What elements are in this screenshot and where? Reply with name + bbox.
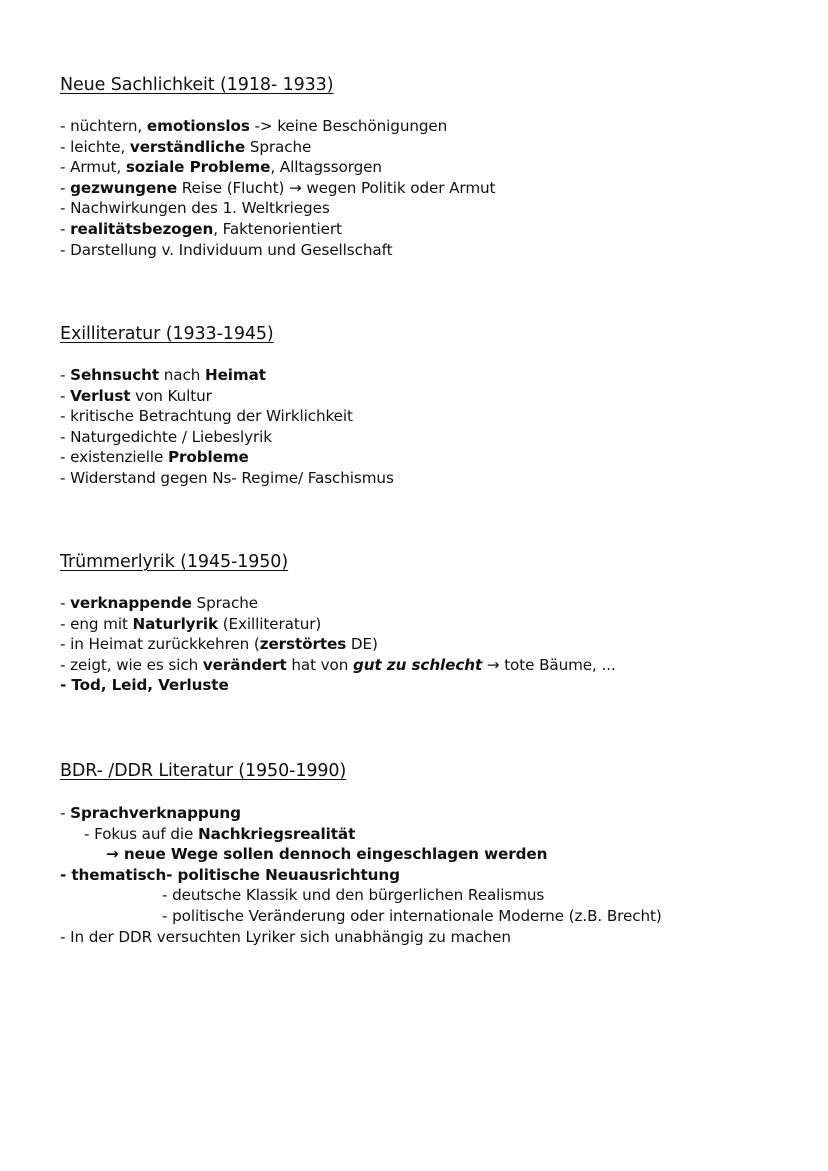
list-item: [60, 844, 780, 865]
bold-text: Probleme: [167, 448, 249, 467]
list-item: [60, 178, 780, 199]
item-text: (Exilliteratur): [217, 614, 322, 633]
bullet-list: [60, 593, 780, 696]
list-item: [60, 824, 780, 845]
item-text: - politische Veränderung oder internationale Moderne (z.B. Brecht): [162, 906, 662, 925]
item-text: - deutsche Klassik und den bürgerlichen Realismus: [162, 886, 545, 905]
list-item: [60, 406, 780, 427]
bold-text: emotionslos: [146, 117, 250, 135]
item-text: - Nachwirkungen des 1. Weltkrieges: [60, 199, 330, 218]
item-text: - Fokus auf die: [84, 824, 199, 843]
item-text: DE): [346, 635, 378, 654]
list-item: [60, 885, 780, 906]
item-text: - Naturgedichte / Liebeslyrik: [60, 427, 272, 446]
section-neue-sachlichkeit: [60, 74, 780, 260]
item-text: - Darstellung v. Individuum und Gesellschaft: [60, 240, 393, 259]
bold-text: soziale Probleme: [125, 158, 271, 177]
bold-text: - Tod, Leid, Verluste: [60, 676, 229, 695]
emphasis-text: gut zu schlecht: [353, 655, 483, 674]
bold-text: verändert: [202, 655, 287, 674]
list-item: [60, 927, 780, 948]
bold-text: → neue Wege sollen dennoch eingeschlagen werden: [106, 845, 548, 864]
item-text: nach: [159, 366, 205, 384]
list-item: [60, 468, 780, 489]
bold-text: Heimat: [204, 366, 266, 384]
list-item: [60, 803, 780, 824]
item-text: -: [60, 219, 71, 238]
bullet-list: [60, 116, 780, 260]
item-text: Sprache: [191, 594, 258, 612]
item-text: - in Heimat zurückkehren (: [60, 635, 260, 654]
bold-text: gezwungene: [70, 178, 178, 197]
list-item: [60, 655, 780, 676]
section-heading: Exilliteratur (1933-1945): [60, 324, 274, 344]
section-heading: Neue Sachlichkeit (1918- 1933): [60, 75, 334, 95]
bold-text: Nachkriegsrealität: [198, 824, 356, 843]
item-text: - existenzielle: [60, 448, 168, 467]
section-heading: BDR- /DDR Literatur (1950-1990): [60, 761, 347, 781]
list-item: [60, 386, 780, 407]
item-text: → tote Bäume, ...: [482, 655, 616, 674]
bold-text: Naturlyrik: [132, 614, 218, 633]
item-text: hat von: [286, 655, 353, 674]
bold-text: Verlust: [70, 386, 131, 405]
list-item: [60, 634, 780, 655]
item-text: -: [60, 366, 71, 384]
list-item: [60, 865, 780, 886]
list-item: [60, 157, 780, 178]
bold-text: verständliche: [129, 137, 246, 156]
bold-text: verknappende: [70, 594, 192, 612]
item-text: -> keine Beschönigungen: [249, 117, 448, 135]
bold-text: - thematisch- politische Neuausrichtung: [60, 865, 400, 884]
bullet-list: [60, 365, 780, 489]
list-item: [60, 675, 780, 696]
item-text: -: [60, 594, 71, 612]
bold-text: realitätsbezogen: [70, 219, 214, 238]
list-item: [60, 198, 780, 219]
bold-text: zerstörtes: [259, 635, 347, 654]
bold-text: Sehnsucht: [70, 366, 159, 384]
item-text: -: [60, 178, 71, 197]
item-text: - kritische Betrachtung der Wirklichkeit: [60, 407, 353, 426]
list-item: [60, 240, 780, 261]
section-heading: Trümmerlyrik (1945-1950): [60, 552, 289, 572]
item-text: - zeigt, wie es sich: [60, 655, 203, 674]
item-text: - Widerstand gegen Ns- Regime/ Faschismus: [60, 468, 394, 487]
item-text: - eng mit: [60, 614, 133, 633]
item-text: - leichte,: [60, 137, 130, 156]
list-item: [60, 906, 780, 927]
list-item: [60, 614, 780, 635]
section-bdr-ddr-literatur: [60, 760, 780, 947]
list-item: [60, 447, 780, 468]
list-item: [60, 593, 780, 614]
bullet-list: [60, 803, 780, 947]
list-item: [60, 365, 780, 386]
item-text: -: [60, 386, 71, 405]
item-text: - nüchtern,: [60, 117, 147, 135]
item-text: von Kultur: [130, 386, 212, 405]
list-item: [60, 427, 780, 448]
item-text: , Faktenorientiert: [213, 219, 342, 238]
section-exilliteratur: [60, 323, 780, 489]
item-text: Sprache: [245, 137, 312, 156]
item-text: - Armut,: [60, 158, 126, 177]
item-text: -: [60, 804, 71, 822]
list-item: [60, 116, 780, 137]
item-text: - In der DDR versuchten Lyriker sich unabhängig zu machen: [60, 927, 511, 946]
section-truemmerlyrik: [60, 551, 780, 696]
item-text: Reise (Flucht) → wegen Politik oder Armut: [177, 178, 496, 197]
item-text: , Alltagssorgen: [270, 158, 382, 177]
bold-text: Sprachverknappung: [70, 804, 241, 822]
list-item: [60, 219, 780, 240]
list-item: [60, 137, 780, 158]
